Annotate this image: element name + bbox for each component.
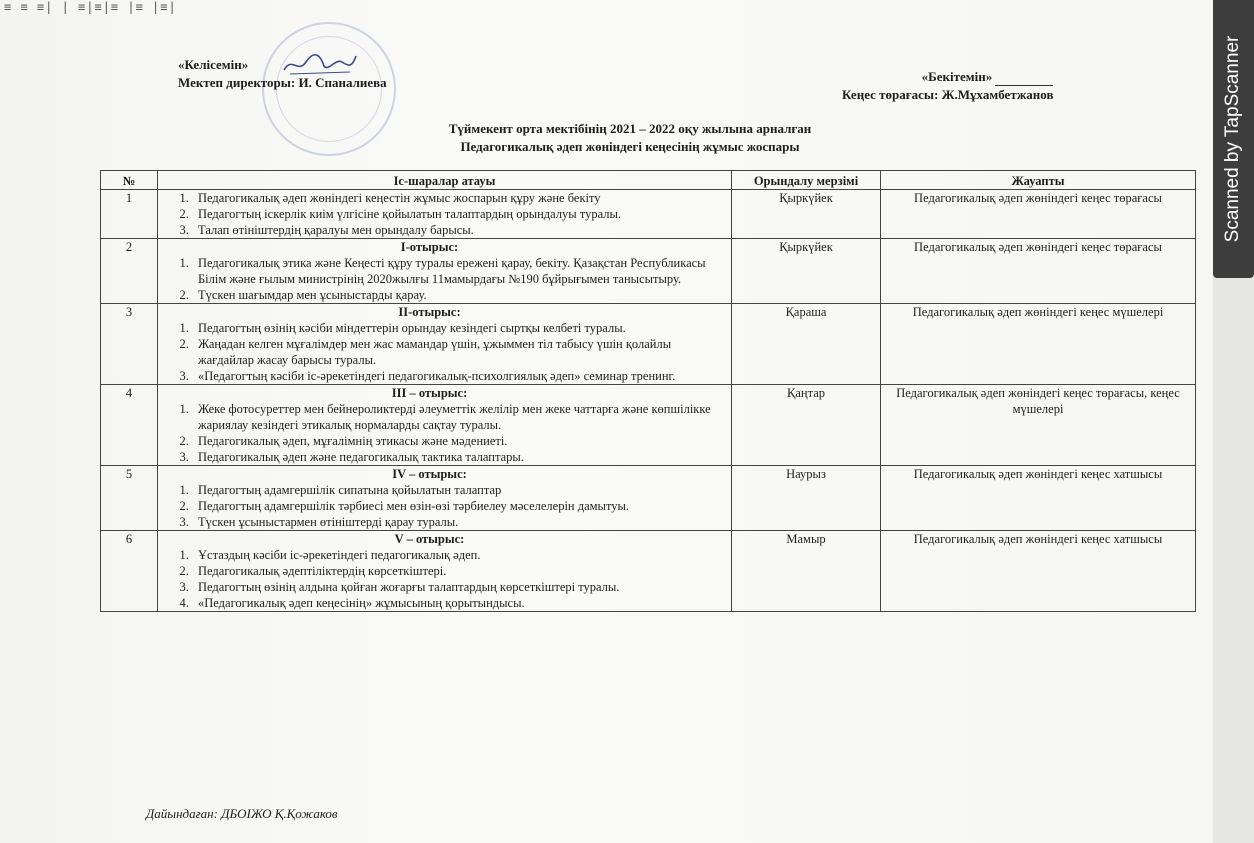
activity-list	[162, 190, 727, 238]
table-row	[101, 304, 1196, 385]
header-num: №	[101, 171, 158, 190]
header-responsible: Жауапты	[881, 171, 1196, 190]
activity-list	[162, 255, 727, 303]
row-activities	[158, 531, 732, 612]
activity-item: 1. Ұстаздың кәсіби іс-әрекетіндегі педагогикалық әдеп.	[192, 547, 727, 563]
row-responsible: Педагогикалық әдеп жөніндегі кеңес хатшысы	[881, 466, 1196, 531]
activity-item: 1. Жеке фотосуреттер мен бейнероликтерді әлеуметтік желілір мен жеке чаттарға және көпшілікке жариялау кезіндегі этикалық нормаларды сақтау туралы.	[192, 401, 727, 433]
activity-item: 1. Педагогикалық этика және Кеңесті құру туралы ережені қарау, бекіту. Қазақстан Республикасы Білім және ғылым министрінің 2020жылғы 11мамырдағы №190 бұйрығымен танысытыру.	[192, 255, 727, 287]
row-term: Қыркүйек	[732, 239, 881, 304]
scanner-watermark-text: Scanned by TapScanner	[1222, 35, 1243, 243]
header-term: Орындалу мерзімі	[732, 171, 881, 190]
activity-item: 3. Педагогикалық әдеп және педагогикалық тактика талаптары.	[192, 449, 727, 465]
activity-item: 3. Түскен ұсыныстармен өтініштерді қарау туралы.	[192, 514, 727, 530]
activity-item: 1. Педагогикалық әдеп жөніндегі кеңестін жұмыс жоспарын құру және бекіту	[192, 190, 727, 206]
activity-list	[162, 547, 727, 611]
activity-item: 2. Педагогтың іскерлік киім үлгісіне қойылатын талаптардың орындалуы туралы.	[192, 206, 727, 222]
row-number: 2	[101, 239, 158, 304]
scan-edge-marks: ≡ ≡ ≡| | ≡|≡|≡ |≡ |≡|	[4, 0, 177, 14]
activity-list	[162, 320, 727, 384]
session-title: ІІ-отырыс:	[398, 305, 461, 319]
row-number: 6	[101, 531, 158, 612]
row-term: Наурыз	[732, 466, 881, 531]
table-body	[101, 190, 1196, 612]
row-responsible: Педагогикалық әдеп жөніндегі кеңес төрағасы	[881, 239, 1196, 304]
session-title: ІV – отырыс:	[392, 467, 467, 481]
activity-item: 4. «Педагогикалық әдеп кеңесінің» жұмысының қорытындысы.	[192, 595, 727, 611]
row-term: Қараша	[732, 304, 881, 385]
row-responsible: Педагогикалық әдеп жөніндегі кеңес төрағасы	[881, 190, 1196, 239]
activity-list	[162, 401, 727, 465]
session-title: V – отырыс:	[394, 532, 465, 546]
prepared-by: Дайындаған: ДБОІЖО Қ.Қожаков	[146, 806, 338, 821]
session-title: І-отырыс:	[400, 240, 459, 254]
activity-list	[162, 482, 727, 530]
activity-item: 2. Педагогикалық әдептіліктердің көрсеткіштері.	[192, 563, 727, 579]
table-row	[101, 239, 1196, 304]
title-line-1: Түймекент орта мектібінің 2021 – 2022 оқу жылына арналған	[448, 121, 812, 136]
header-activity: Іс-шаралар атауы	[158, 171, 732, 190]
council-chairman: Кеңес төрағасы: Ж.Мұхамбетжанов	[842, 87, 1054, 102]
row-number: 4	[101, 385, 158, 466]
row-term: Қыркүйек	[732, 190, 881, 239]
activity-item: 1. Педагогтың адамгершілік сипатына қойылатын талаптар	[192, 482, 727, 498]
row-activities	[158, 304, 732, 385]
table-row	[101, 385, 1196, 466]
activity-item: 2. Түскен шағымдар мен ұсыныстарды қарау.	[192, 287, 727, 303]
row-activities	[158, 466, 732, 531]
approval-block	[842, 68, 1053, 104]
scanner-watermark	[1213, 0, 1254, 278]
row-responsible: Педагогикалық әдеп жөніндегі кеңес мүшелері	[881, 304, 1196, 385]
school-director: Мектеп директоры: И. Спаналиева	[178, 75, 387, 90]
row-term: Мамыр	[732, 531, 881, 612]
row-responsible: Педагогикалық әдеп жөніндегі кеңес төрағасы, кеңес мүшелері	[881, 385, 1196, 466]
session-title: ІІІ – отырыс:	[391, 386, 468, 400]
title-line-2: Педагогикалық әдеп жөніндегі кеңесінің жұмыс жоспары	[460, 139, 800, 154]
agreement-label: «Келісемін»	[178, 57, 249, 72]
row-activities	[158, 385, 732, 466]
document-title	[330, 120, 930, 156]
activity-item: 2. Педагогтың адамгершілік тәрбиесі мен өзін-өзі тәрбиелеу мәселелерін дамытуы.	[192, 498, 727, 514]
activity-item: 3. Талап өтініштердің қаралуы мен орындалу барысы.	[192, 222, 727, 238]
row-term: Қаңтар	[732, 385, 881, 466]
row-number: 3	[101, 304, 158, 385]
activity-item: 2. Жаңадан келген мұғалімдер мен жас мамандар үшін, ұжыммен тіл табысу үшін қолайлы жағдайлар жасау барысы туралы.	[192, 336, 727, 368]
signature-blank	[995, 73, 1053, 86]
table-row	[101, 466, 1196, 531]
row-responsible: Педагогикалық әдеп жөніндегі кеңес хатшысы	[881, 531, 1196, 612]
row-number: 5	[101, 466, 158, 531]
row-number: 1	[101, 190, 158, 239]
approval-label: «Бекітемін»	[921, 69, 993, 84]
activity-item: 3. Педагогтың өзінің алдына қойған жоғарғы талаптардың көрсеткіштері туралы.	[192, 579, 727, 595]
table-header-row	[101, 171, 1196, 190]
row-activities	[158, 190, 732, 239]
agreement-block	[178, 56, 387, 92]
table-row	[101, 190, 1196, 239]
activity-item: 1. Педагогтың өзінің кәсіби міндеттерін орындау кезіндегі сыртқы келбеті туралы.	[192, 320, 727, 336]
activity-item: 3. «Педагогтың кәсіби іс-әрекетіндегі педагогикалық-психолгиялық әдеп» семинар тренинг.	[192, 368, 727, 384]
table-row	[101, 531, 1196, 612]
row-activities	[158, 239, 732, 304]
work-plan-table	[100, 170, 1196, 612]
activity-item: 2. Педагогикалық әдеп, мұғалімнің этикасы және мәдениеті.	[192, 433, 727, 449]
